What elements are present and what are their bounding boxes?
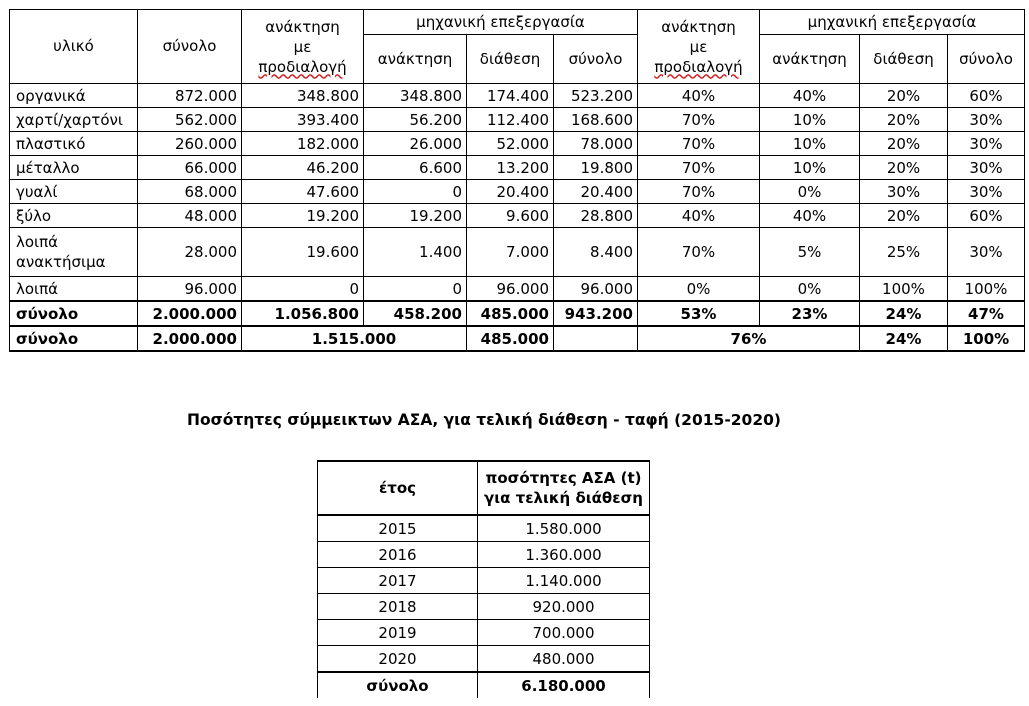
cell-mech-total: 8.400 bbox=[554, 228, 638, 277]
cell-mech-disposal: 174.400 bbox=[467, 84, 554, 108]
cell-year: 2020 bbox=[318, 646, 478, 673]
cell-pct-mech-total: 30% bbox=[948, 108, 1025, 132]
cell-total: 96.000 bbox=[138, 277, 242, 302]
cell-mech-disposal: 112.400 bbox=[467, 108, 554, 132]
summary-recovered: 1.515.000 bbox=[242, 326, 467, 351]
table-row bbox=[10, 132, 1025, 156]
header-pct-recovery-preselection-line3: προδιαλογή bbox=[654, 57, 743, 76]
cell-mech-total: 168.600 bbox=[554, 108, 638, 132]
cell-mech-total: 20.400 bbox=[554, 180, 638, 204]
materials-table-body bbox=[10, 84, 1025, 352]
table-row bbox=[318, 542, 650, 568]
table-row-total bbox=[318, 672, 650, 698]
header-mech-disposal: διάθεση bbox=[467, 35, 554, 84]
cell-mech-recovery: 458.200 bbox=[364, 301, 467, 326]
cell-material: γυαλί bbox=[10, 180, 138, 204]
cell-total-value: 6.180.000 bbox=[478, 672, 650, 698]
summary-pct-recovered: 76% bbox=[638, 326, 860, 351]
cell-preselection: 1.056.800 bbox=[242, 301, 364, 326]
cell-quantity: 920.000 bbox=[478, 594, 650, 620]
cell-mech-disposal: 7.000 bbox=[467, 228, 554, 277]
header-mechanical-processing: μηχανική επεξεργασία bbox=[364, 10, 638, 35]
cell-total: 48.000 bbox=[138, 204, 242, 228]
header-recovery-preselection-line3: προδιαλογή bbox=[258, 57, 347, 76]
summary-pct-disposal: 24% bbox=[860, 326, 948, 351]
cell-quantity: 480.000 bbox=[478, 646, 650, 673]
table-row bbox=[10, 277, 1025, 302]
table-row bbox=[318, 568, 650, 594]
cell-mech-recovery: 26.000 bbox=[364, 132, 467, 156]
header-pct-mech-disposal: διάθεση bbox=[860, 35, 948, 84]
cell-pct-preselection: 53% bbox=[638, 301, 760, 326]
cell-mech-recovery: 0 bbox=[364, 277, 467, 302]
cell-pct-mech-recovery: 0% bbox=[760, 277, 860, 302]
header-material: υλικό bbox=[10, 10, 138, 84]
summary-empty-cell bbox=[554, 326, 638, 351]
cell-pct-mech-total: 30% bbox=[948, 132, 1025, 156]
cell-pct-preselection: 0% bbox=[638, 277, 760, 302]
cell-mech-total: 96.000 bbox=[554, 277, 638, 302]
header-total: σύνολο bbox=[138, 10, 242, 84]
cell-pct-mech-disposal: 20% bbox=[860, 132, 948, 156]
cell-material: λοιπά bbox=[10, 277, 138, 302]
cell-mech-disposal: 52.000 bbox=[467, 132, 554, 156]
cell-pct-preselection: 70% bbox=[638, 228, 760, 277]
cell-mech-disposal: 13.200 bbox=[467, 156, 554, 180]
table-row-total bbox=[10, 301, 1025, 326]
cell-mech-disposal: 485.000 bbox=[467, 301, 554, 326]
cell-pct-preselection: 70% bbox=[638, 156, 760, 180]
table-row bbox=[318, 515, 650, 542]
cell-material: χαρτί/χαρτόνι bbox=[10, 108, 138, 132]
cell-mech-recovery: 56.200 bbox=[364, 108, 467, 132]
summary-pct-total: 100% bbox=[948, 326, 1025, 351]
cell-pct-mech-recovery: 40% bbox=[760, 84, 860, 108]
cell-year: 2017 bbox=[318, 568, 478, 594]
cell-mech-recovery: 1.400 bbox=[364, 228, 467, 277]
cell-material: πλαστικό bbox=[10, 132, 138, 156]
header-pct-mech-total: σύνολο bbox=[948, 35, 1025, 84]
header-pct-mechanical-processing: μηχανική επεξεργασία bbox=[760, 10, 1025, 35]
table-row bbox=[10, 228, 1025, 277]
cell-pct-mech-total: 47% bbox=[948, 301, 1025, 326]
cell-year: 2019 bbox=[318, 620, 478, 646]
cell-pct-preselection: 70% bbox=[638, 180, 760, 204]
cell-material: σύνολο bbox=[10, 301, 138, 326]
cell-mech-disposal: 20.400 bbox=[467, 180, 554, 204]
cell-pct-mech-total: 60% bbox=[948, 204, 1025, 228]
cell-pct-mech-total: 60% bbox=[948, 84, 1025, 108]
cell-quantity: 1.140.000 bbox=[478, 568, 650, 594]
cell-pct-mech-disposal: 30% bbox=[860, 180, 948, 204]
cell-pct-mech-recovery: 40% bbox=[760, 204, 860, 228]
yearly-quantities-body bbox=[318, 515, 650, 698]
cell-total: 68.000 bbox=[138, 180, 242, 204]
cell-pct-preselection: 40% bbox=[638, 204, 760, 228]
cell-preselection: 46.200 bbox=[242, 156, 364, 180]
header-quantity bbox=[478, 461, 650, 515]
table-row bbox=[318, 646, 650, 673]
cell-total: 66.000 bbox=[138, 156, 242, 180]
cell-mech-total: 19.800 bbox=[554, 156, 638, 180]
header-recovery-preselection-line1: ανάκτηση bbox=[265, 17, 340, 36]
cell-total: 872.000 bbox=[138, 84, 242, 108]
cell-material: μέταλλο bbox=[10, 156, 138, 180]
cell-pct-mech-recovery: 5% bbox=[760, 228, 860, 277]
header-mech-recovery: ανάκτηση bbox=[364, 35, 467, 84]
cell-quantity: 700.000 bbox=[478, 620, 650, 646]
cell-pct-preselection: 70% bbox=[638, 108, 760, 132]
summary-material: σύνολο bbox=[10, 326, 138, 351]
cell-preselection: 19.600 bbox=[242, 228, 364, 277]
cell-preselection: 348.800 bbox=[242, 84, 364, 108]
cell-mech-total: 78.000 bbox=[554, 132, 638, 156]
cell-mech-total: 943.200 bbox=[554, 301, 638, 326]
cell-mech-disposal: 96.000 bbox=[467, 277, 554, 302]
header-quantity-line1: ποσότητες ΑΣΑ (t) bbox=[485, 469, 642, 487]
summary-total: 2.000.000 bbox=[138, 326, 242, 351]
cell-preselection: 19.200 bbox=[242, 204, 364, 228]
cell-pct-mech-disposal: 20% bbox=[860, 204, 948, 228]
table-row bbox=[318, 620, 650, 646]
cell-pct-mech-disposal: 100% bbox=[860, 277, 948, 302]
table-row bbox=[10, 156, 1025, 180]
table-row bbox=[10, 204, 1025, 228]
cell-pct-mech-total: 30% bbox=[948, 228, 1025, 277]
header-pct-recovery-preselection bbox=[638, 10, 760, 84]
cell-pct-mech-disposal: 20% bbox=[860, 156, 948, 180]
cell-year: 2018 bbox=[318, 594, 478, 620]
header-year: έτος bbox=[318, 461, 478, 515]
cell-mech-recovery: 0 bbox=[364, 180, 467, 204]
cell-mech-recovery: 6.600 bbox=[364, 156, 467, 180]
cell-pct-mech-disposal: 20% bbox=[860, 84, 948, 108]
cell-pct-mech-recovery: 23% bbox=[760, 301, 860, 326]
cell-pct-preselection: 70% bbox=[638, 132, 760, 156]
cell-total: 260.000 bbox=[138, 132, 242, 156]
cell-year: 2015 bbox=[318, 515, 478, 542]
cell-year: 2016 bbox=[318, 542, 478, 568]
cell-mech-disposal: 9.600 bbox=[467, 204, 554, 228]
cell-total-label: σύνολο bbox=[318, 672, 478, 698]
table-row bbox=[10, 108, 1025, 132]
cell-preselection: 0 bbox=[242, 277, 364, 302]
header-quantity-line2: για τελική διάθεση bbox=[484, 489, 643, 507]
header-pct-mech-recovery: ανάκτηση bbox=[760, 35, 860, 84]
cell-mech-recovery: 348.800 bbox=[364, 84, 467, 108]
cell-quantity: 1.580.000 bbox=[478, 515, 650, 542]
cell-pct-mech-recovery: 0% bbox=[760, 180, 860, 204]
cell-preselection: 182.000 bbox=[242, 132, 364, 156]
summary-disposal: 485.000 bbox=[467, 326, 554, 351]
cell-pct-mech-recovery: 10% bbox=[760, 156, 860, 180]
cell-pct-mech-recovery: 10% bbox=[760, 132, 860, 156]
cell-mech-total: 523.200 bbox=[554, 84, 638, 108]
cell-pct-preselection: 40% bbox=[638, 84, 760, 108]
cell-preselection: 47.600 bbox=[242, 180, 364, 204]
cell-mech-recovery: 19.200 bbox=[364, 204, 467, 228]
cell-pct-mech-recovery: 10% bbox=[760, 108, 860, 132]
header-recovery-preselection bbox=[242, 10, 364, 84]
cell-preselection: 393.400 bbox=[242, 108, 364, 132]
header-pct-recovery-preselection-line1: ανάκτηση bbox=[661, 17, 736, 36]
cell-pct-mech-total: 30% bbox=[948, 156, 1025, 180]
cell-pct-mech-disposal: 25% bbox=[860, 228, 948, 277]
cell-mech-total: 28.800 bbox=[554, 204, 638, 228]
cell-pct-mech-disposal: 24% bbox=[860, 301, 948, 326]
header-recovery-preselection-line2: με bbox=[293, 37, 312, 56]
cell-material: ξύλο bbox=[10, 204, 138, 228]
cell-pct-mech-total: 100% bbox=[948, 277, 1025, 302]
table-title: Ποσότητες σύμμεικτων ΑΣΑ, για τελική διάθεση - ταφή (2015-2020) bbox=[187, 411, 781, 429]
cell-pct-mech-total: 30% bbox=[948, 180, 1025, 204]
table-row bbox=[10, 84, 1025, 108]
cell-material: λοιπά ανακτήσιμα bbox=[10, 228, 138, 277]
cell-total: 28.000 bbox=[138, 228, 242, 277]
header-pct-recovery-preselection-line2: με bbox=[689, 37, 708, 56]
cell-total: 2.000.000 bbox=[138, 301, 242, 326]
cell-total: 562.000 bbox=[138, 108, 242, 132]
header-mech-total: σύνολο bbox=[554, 35, 638, 84]
cell-material: οργανικά bbox=[10, 84, 138, 108]
cell-pct-mech-disposal: 20% bbox=[860, 108, 948, 132]
materials-table bbox=[9, 9, 1025, 352]
yearly-quantities-table bbox=[317, 460, 650, 698]
table-row-summary bbox=[10, 326, 1025, 351]
cell-quantity: 1.360.000 bbox=[478, 542, 650, 568]
table-row bbox=[318, 594, 650, 620]
table-row bbox=[10, 180, 1025, 204]
